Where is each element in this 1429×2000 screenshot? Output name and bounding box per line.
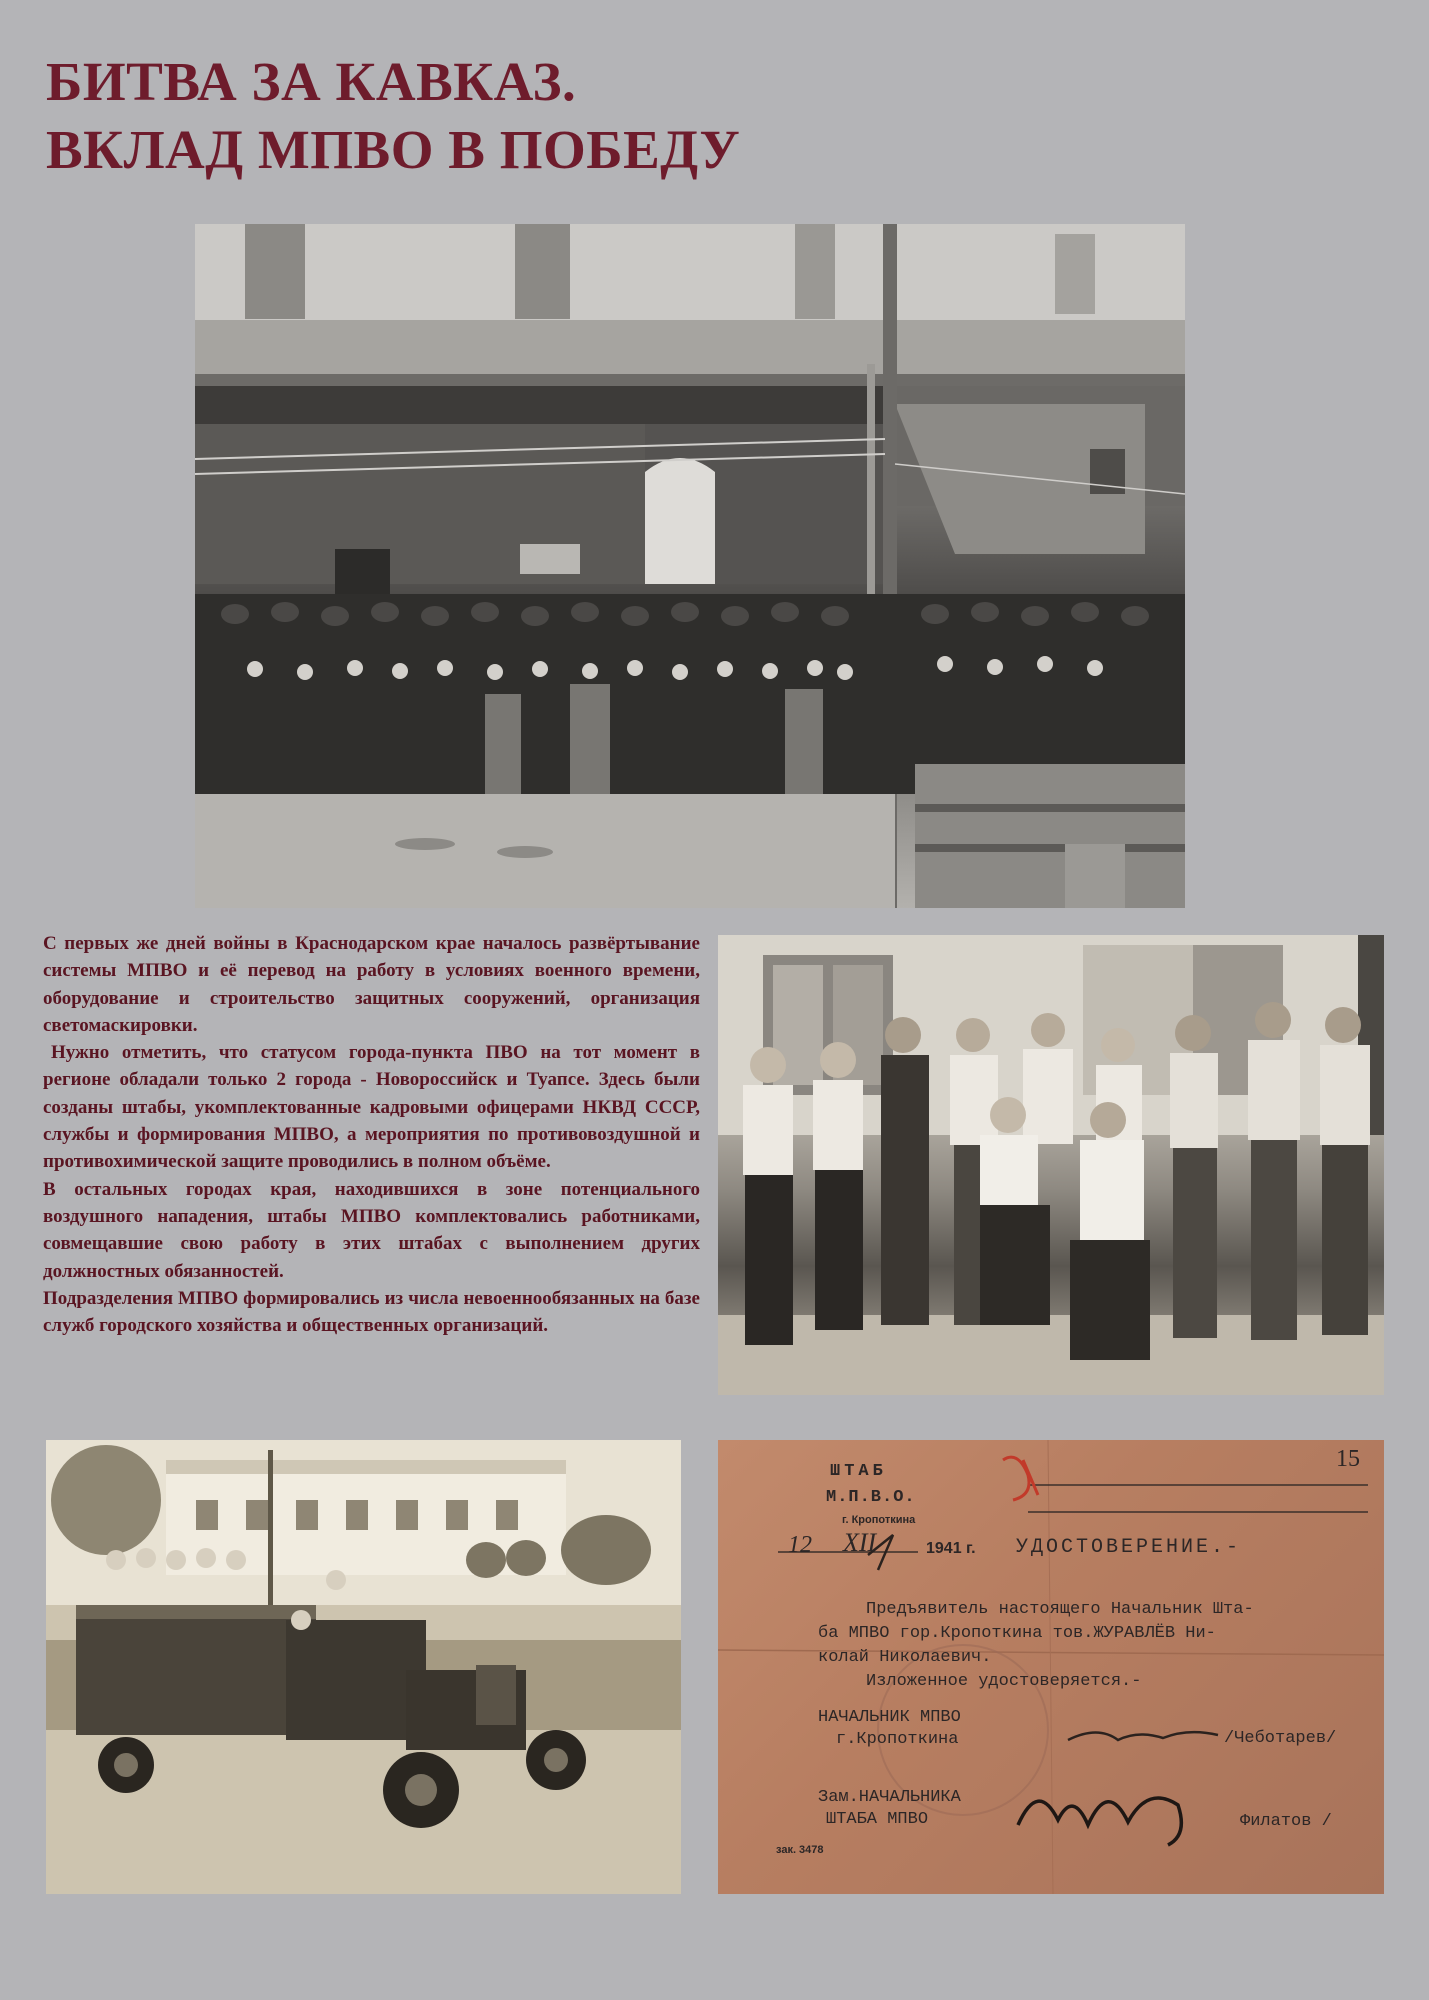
doc-heading: УДОСТОВЕРЕНИЕ.- — [1016, 1536, 1242, 1559]
doc-date-day: 12 — [788, 1532, 812, 1558]
doc-sign2-line-1: Зам.НАЧАЛЬНИКА — [818, 1788, 961, 1807]
doc-corner-number: 15 — [1336, 1446, 1360, 1472]
doc-date-year: 1941 г. — [926, 1540, 976, 1557]
doc-footer: зак. 3478 — [776, 1844, 824, 1856]
doc-sign2-line-2: ШТАБА МПВО — [826, 1810, 929, 1829]
doc-date-month: XII — [843, 1528, 877, 1557]
paragraph-4: Подразделения МПВО формировались из числа невоеннообязанных на базе служб городского хозяйства и общественных организаций. — [43, 1287, 700, 1337]
page-title — [46, 48, 1386, 184]
doc-stamp-line-3: г. Кропоткина — [842, 1514, 916, 1526]
title-line-2: ВКЛАД МПВО В ПОБЕДУ — [46, 119, 741, 180]
doc-text-line-1: Предъявитель настоящего Начальник Шта- — [866, 1600, 1254, 1619]
title-line-1: БИТВА ЗА КАВКАЗ. — [46, 51, 577, 112]
doc-text-line-4: Изложенное удостоверяется.- — [866, 1672, 1142, 1691]
photo-courtyard-group — [195, 224, 1185, 908]
doc-text-line-3: колай Николаевич. — [818, 1648, 992, 1667]
doc-text-line-2: ба МПВО гор.Кропоткина тов.ЖУРАВЛЁВ Ни- — [818, 1624, 1216, 1643]
doc-stamp-line-1: ШТАБ — [830, 1462, 887, 1481]
photo-mpvo-group — [718, 935, 1384, 1395]
doc-sign2-name: Филатов / — [1240, 1812, 1332, 1831]
body-text — [43, 930, 700, 1339]
photo-mpvo-truck — [46, 1440, 681, 1894]
doc-stamp-line-2: М.П.В.О. — [826, 1488, 916, 1507]
photo-certificate-document — [718, 1440, 1384, 1894]
doc-sign1-line-1: НАЧАЛЬНИК МПВО — [818, 1708, 961, 1727]
paragraph-1: С первых же дней войны в Краснодарском крае началось развёртывание системы МПВО и её перевод на работу в условиях военного времени, оборудование и строительство защитных сооружений, организация светомаскировки. — [43, 933, 700, 1036]
doc-sign1-name: /Чеботарев/ — [1224, 1729, 1337, 1748]
doc-sign1-line-2: г.Кропоткина — [836, 1730, 959, 1749]
paragraph-3: В остальных городах края, находившихся в зоне потенциального воздушного нападения, штабы МПВО комплектовались работниками, совмещавшие свою работу в этих штабах с выполнением других должностных обязанностей. — [43, 1178, 700, 1282]
paragraph-2: Нужно отметить, что статусом города-пункта ПВО на тот момент в регионе обладали только 2 города - Новороссийск и Туапсе. Здесь были созданы штабы, укомплектованные кадровыми офицерами НКВД СССР, службы и формирования МПВО, а мероприятия по противовоздушной и противохимической защите проводились в полном объёме. — [43, 1042, 700, 1173]
